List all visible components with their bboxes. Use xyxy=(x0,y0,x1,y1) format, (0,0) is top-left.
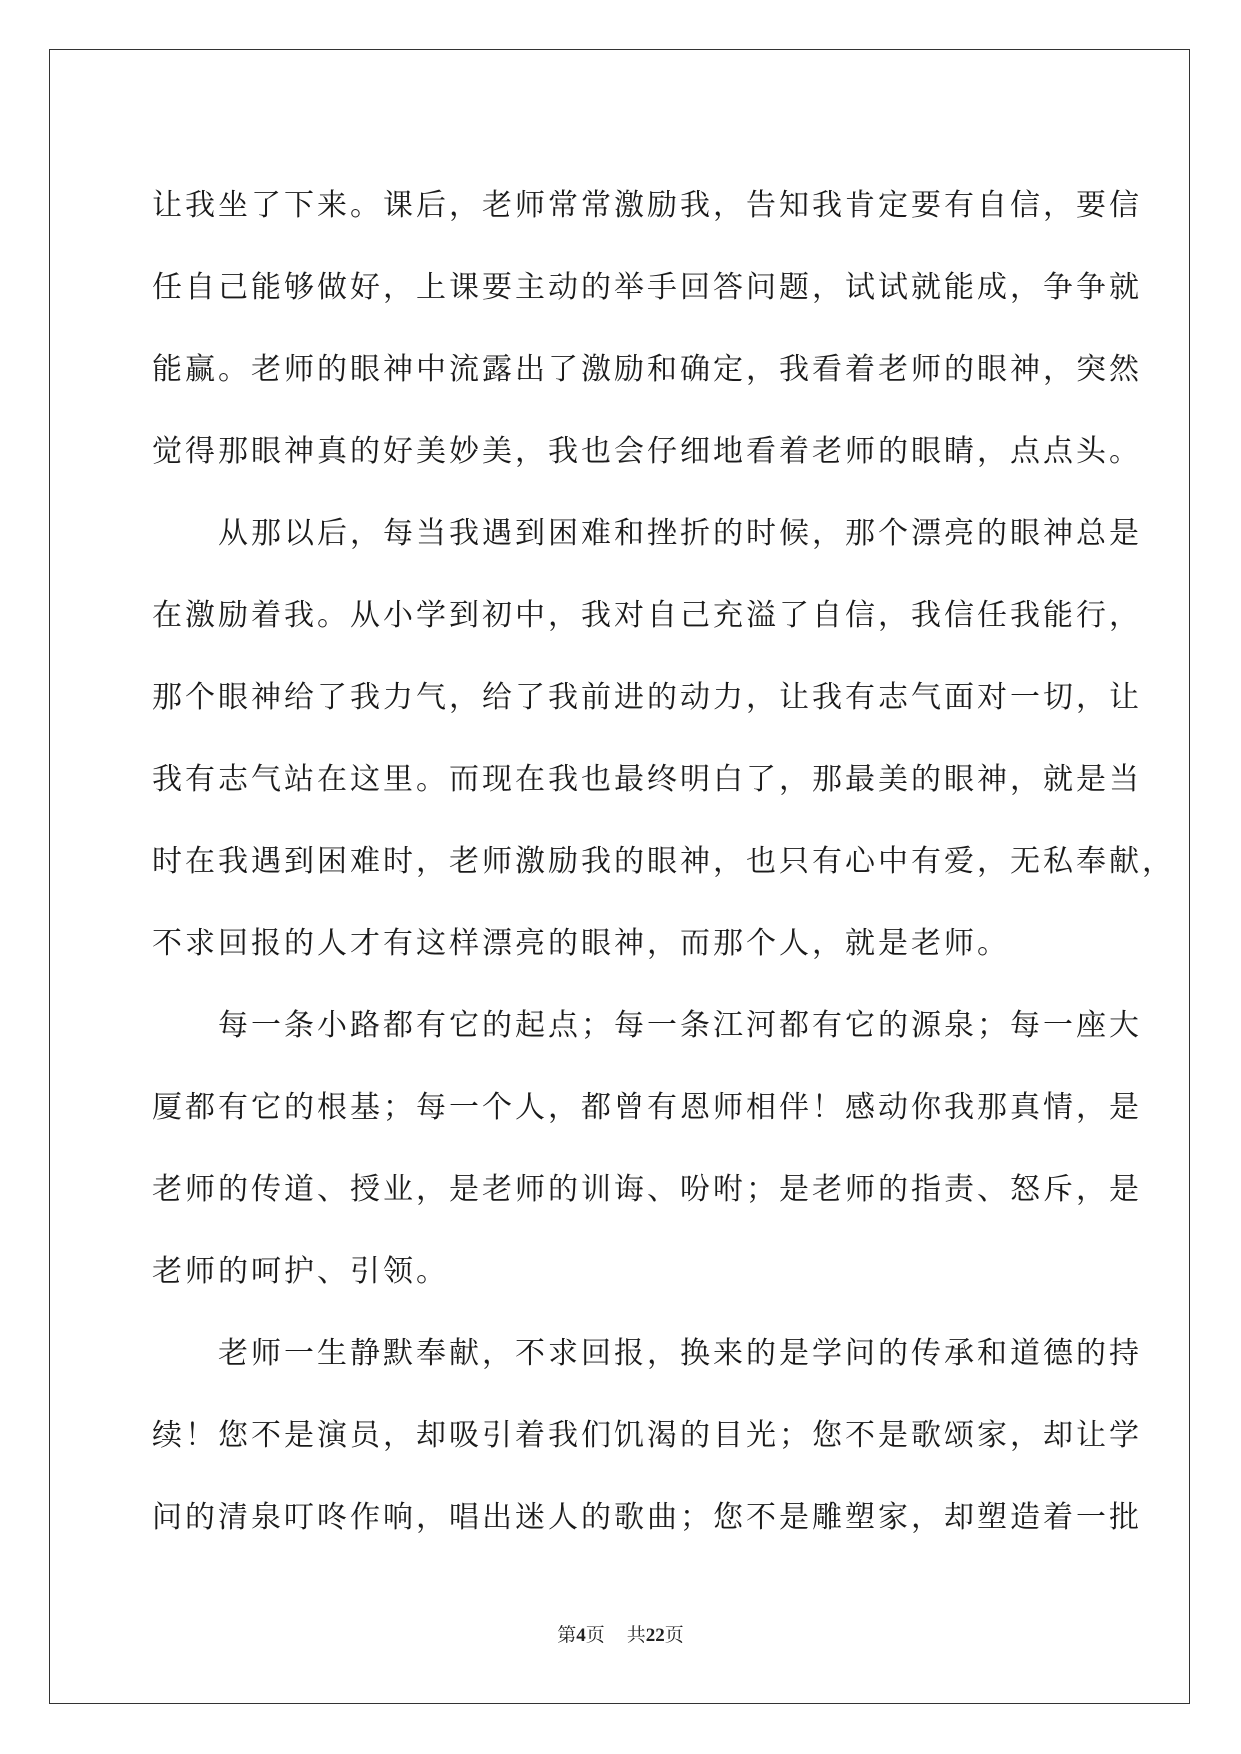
page-number: 4 xyxy=(576,1625,586,1646)
text-line: 厦都有它的根基；每一个人，都曾有恩师相伴！感动你我那真情，是 xyxy=(152,1090,1142,1125)
text-line: 老师一生静默奉献，不求回报，换来的是学问的传承和道德的持 xyxy=(152,1336,1142,1371)
text-line: 能赢。老师的眼神中流露出了激励和确定，我看着老师的眼神，突然 xyxy=(152,352,1142,387)
footer-total-prefix: 共 xyxy=(626,1625,646,1646)
text-line: 每一条小路都有它的起点；每一条江河都有它的源泉；每一座大 xyxy=(152,1008,1142,1043)
text-line: 那个眼神给了我力气，给了我前进的动力，让我有志气面对一切，让 xyxy=(152,680,1142,715)
text-line: 时在我遇到困难时，老师激励我的眼神，也只有心中有爱，无私奉献， xyxy=(152,844,1175,879)
text-line: 觉得那眼神真的好美妙美，我也会仔细地看着老师的眼睛，点点头。 xyxy=(152,434,1142,469)
text-line: 从那以后，每当我遇到困难和挫折的时候，那个漂亮的眼神总是 xyxy=(152,516,1142,551)
page-footer xyxy=(0,1620,1241,1647)
text-line: 老师的传道、授业，是老师的训诲、吩咐；是老师的指责、怒斥，是 xyxy=(152,1172,1142,1207)
text-line: 在激励着我。从小学到初中，我对自己充溢了自信，我信任我能行， xyxy=(152,598,1142,633)
text-line: 老师的呵护、引领。 xyxy=(152,1254,449,1289)
footer-page-suffix: 页 xyxy=(585,1625,605,1646)
text-line: 不求回报的人才有这样漂亮的眼神，而那个人，就是老师。 xyxy=(152,926,1010,961)
text-line: 续！您不是演员，却吸引着我们饥渴的目光；您不是歌颂家，却让学 xyxy=(152,1418,1142,1453)
total-pages: 22 xyxy=(645,1625,665,1646)
text-line: 任自己能够做好，上课要主动的举手回答问题，试试就能成，争争就 xyxy=(152,270,1142,305)
footer-prefix: 第 xyxy=(557,1625,577,1646)
footer-total-suffix: 页 xyxy=(664,1625,684,1646)
text-line: 问的清泉叮咚作响，唱出迷人的歌曲；您不是雕塑家，却塑造着一批 xyxy=(152,1500,1142,1535)
text-line: 我有志气站在这里。而现在我也最终明白了，那最美的眼神，就是当 xyxy=(152,762,1142,797)
document-body xyxy=(152,165,1175,1559)
text-line: 让我坐了下来。课后，老师常常激励我，告知我肯定要有自信，要信 xyxy=(152,188,1142,223)
